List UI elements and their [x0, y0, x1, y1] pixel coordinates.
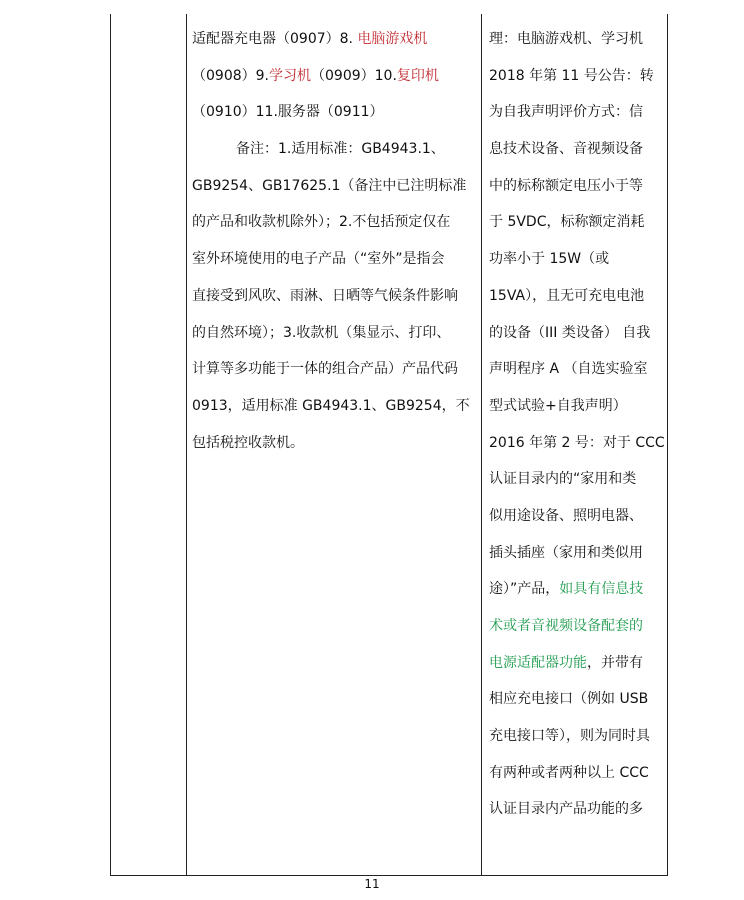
right-line-5: 中的标称额定电压小于等 [489, 177, 643, 194]
middle-line-8: 直接受到风吹、雨淋、日晒等气候条件影响 [192, 287, 458, 304]
right-line-2: 2018 年第 11 号公告：转 [489, 67, 654, 84]
table-border-left [110, 14, 111, 876]
middle-line-5: GB9254、GB17625.1（备注中已注明标准 [192, 177, 467, 194]
right-line-18: 电源适配器功能，并带有 [489, 654, 643, 671]
right-line-11: 型式试验+自我声明） [489, 397, 627, 414]
middle-line-12: 包括税控收款机。 [192, 434, 304, 451]
right-line-6: 于 5VDC，标称额定消耗 [489, 214, 645, 231]
middle-line-11: 0913，适用标准 GB4943.1、GB9254，不 [192, 397, 470, 414]
table-column-divider-1 [186, 14, 187, 876]
right-column-cell [489, 21, 665, 828]
right-line-20: 充电接口等），则为同时具 [489, 728, 650, 745]
right-line-10: 声明程序 A （自选实验室 [489, 361, 648, 378]
right-line-15: 插头插座（家用和类似用 [489, 544, 643, 561]
right-line-8: 15VA），且无可充电电池 [489, 287, 645, 304]
middle-line-6: 的产品和收款机除外）；2.不包括预定仅在 [192, 214, 451, 231]
middle-line-1: 适配器充电器（0907）8. 电脑游戏机 [192, 31, 428, 47]
highlight-red-computer-game-console: 电脑游戏机 [357, 31, 428, 47]
right-line-19: 相应充电接口（例如 USB [489, 691, 649, 708]
right-line-21: 有两种或者两种以上 CCC [489, 764, 649, 781]
middle-line-10: 计算等多功能于一体的组合产品）产品代码 [192, 361, 458, 378]
right-line-9: 的设备（III 类设备） 自我 [489, 324, 651, 341]
middle-line-9: 的自然环境）；3.收款机（集显示、打印、 [192, 324, 451, 341]
highlight-green-power-adapter-function: 电源适配器功能 [489, 654, 587, 671]
right-line-14: 似用途设备、照明电器、 [489, 507, 643, 524]
middle-line-7: 室外环境使用的电子产品（“室外”是指会 [192, 251, 445, 268]
right-line-3: 为自我声明评价方式：信 [489, 104, 643, 121]
right-line-22: 认证目录内产品功能的多 [489, 801, 643, 818]
right-line-17: 术或者音视频设备配套的 [489, 618, 643, 634]
right-line-12: 2016 年第 2 号：对于 CCC [489, 434, 665, 451]
highlight-red-learning-machine: 学习机 [269, 67, 311, 84]
page-number: 11 [364, 877, 380, 891]
right-line-7: 功率小于 15W（或 [489, 251, 610, 268]
right-line-16: 途）”产品，如具有信息技 [489, 581, 644, 598]
table-border-right [667, 14, 668, 876]
right-line-1: 理：电脑游戏机、学习机 [489, 31, 643, 47]
middle-line-3: （0910）11.服务器（0911） [192, 104, 384, 121]
middle-column-cell [192, 21, 478, 461]
right-line-4: 息技术设备、音视频设备 [489, 141, 643, 158]
right-line-13: 认证目录内的“家用和类 [489, 471, 637, 488]
table-column-divider-2 [481, 14, 482, 876]
middle-line-2: （0908）9.学习机（0909）10.复印机 [192, 67, 439, 84]
highlight-red-copier: 复印机 [396, 67, 439, 84]
middle-line-4: 备注：1.适用标准：GB4943.1、 [236, 141, 445, 158]
highlight-green-it-av-adapter: 如具有信息技 [559, 581, 644, 598]
